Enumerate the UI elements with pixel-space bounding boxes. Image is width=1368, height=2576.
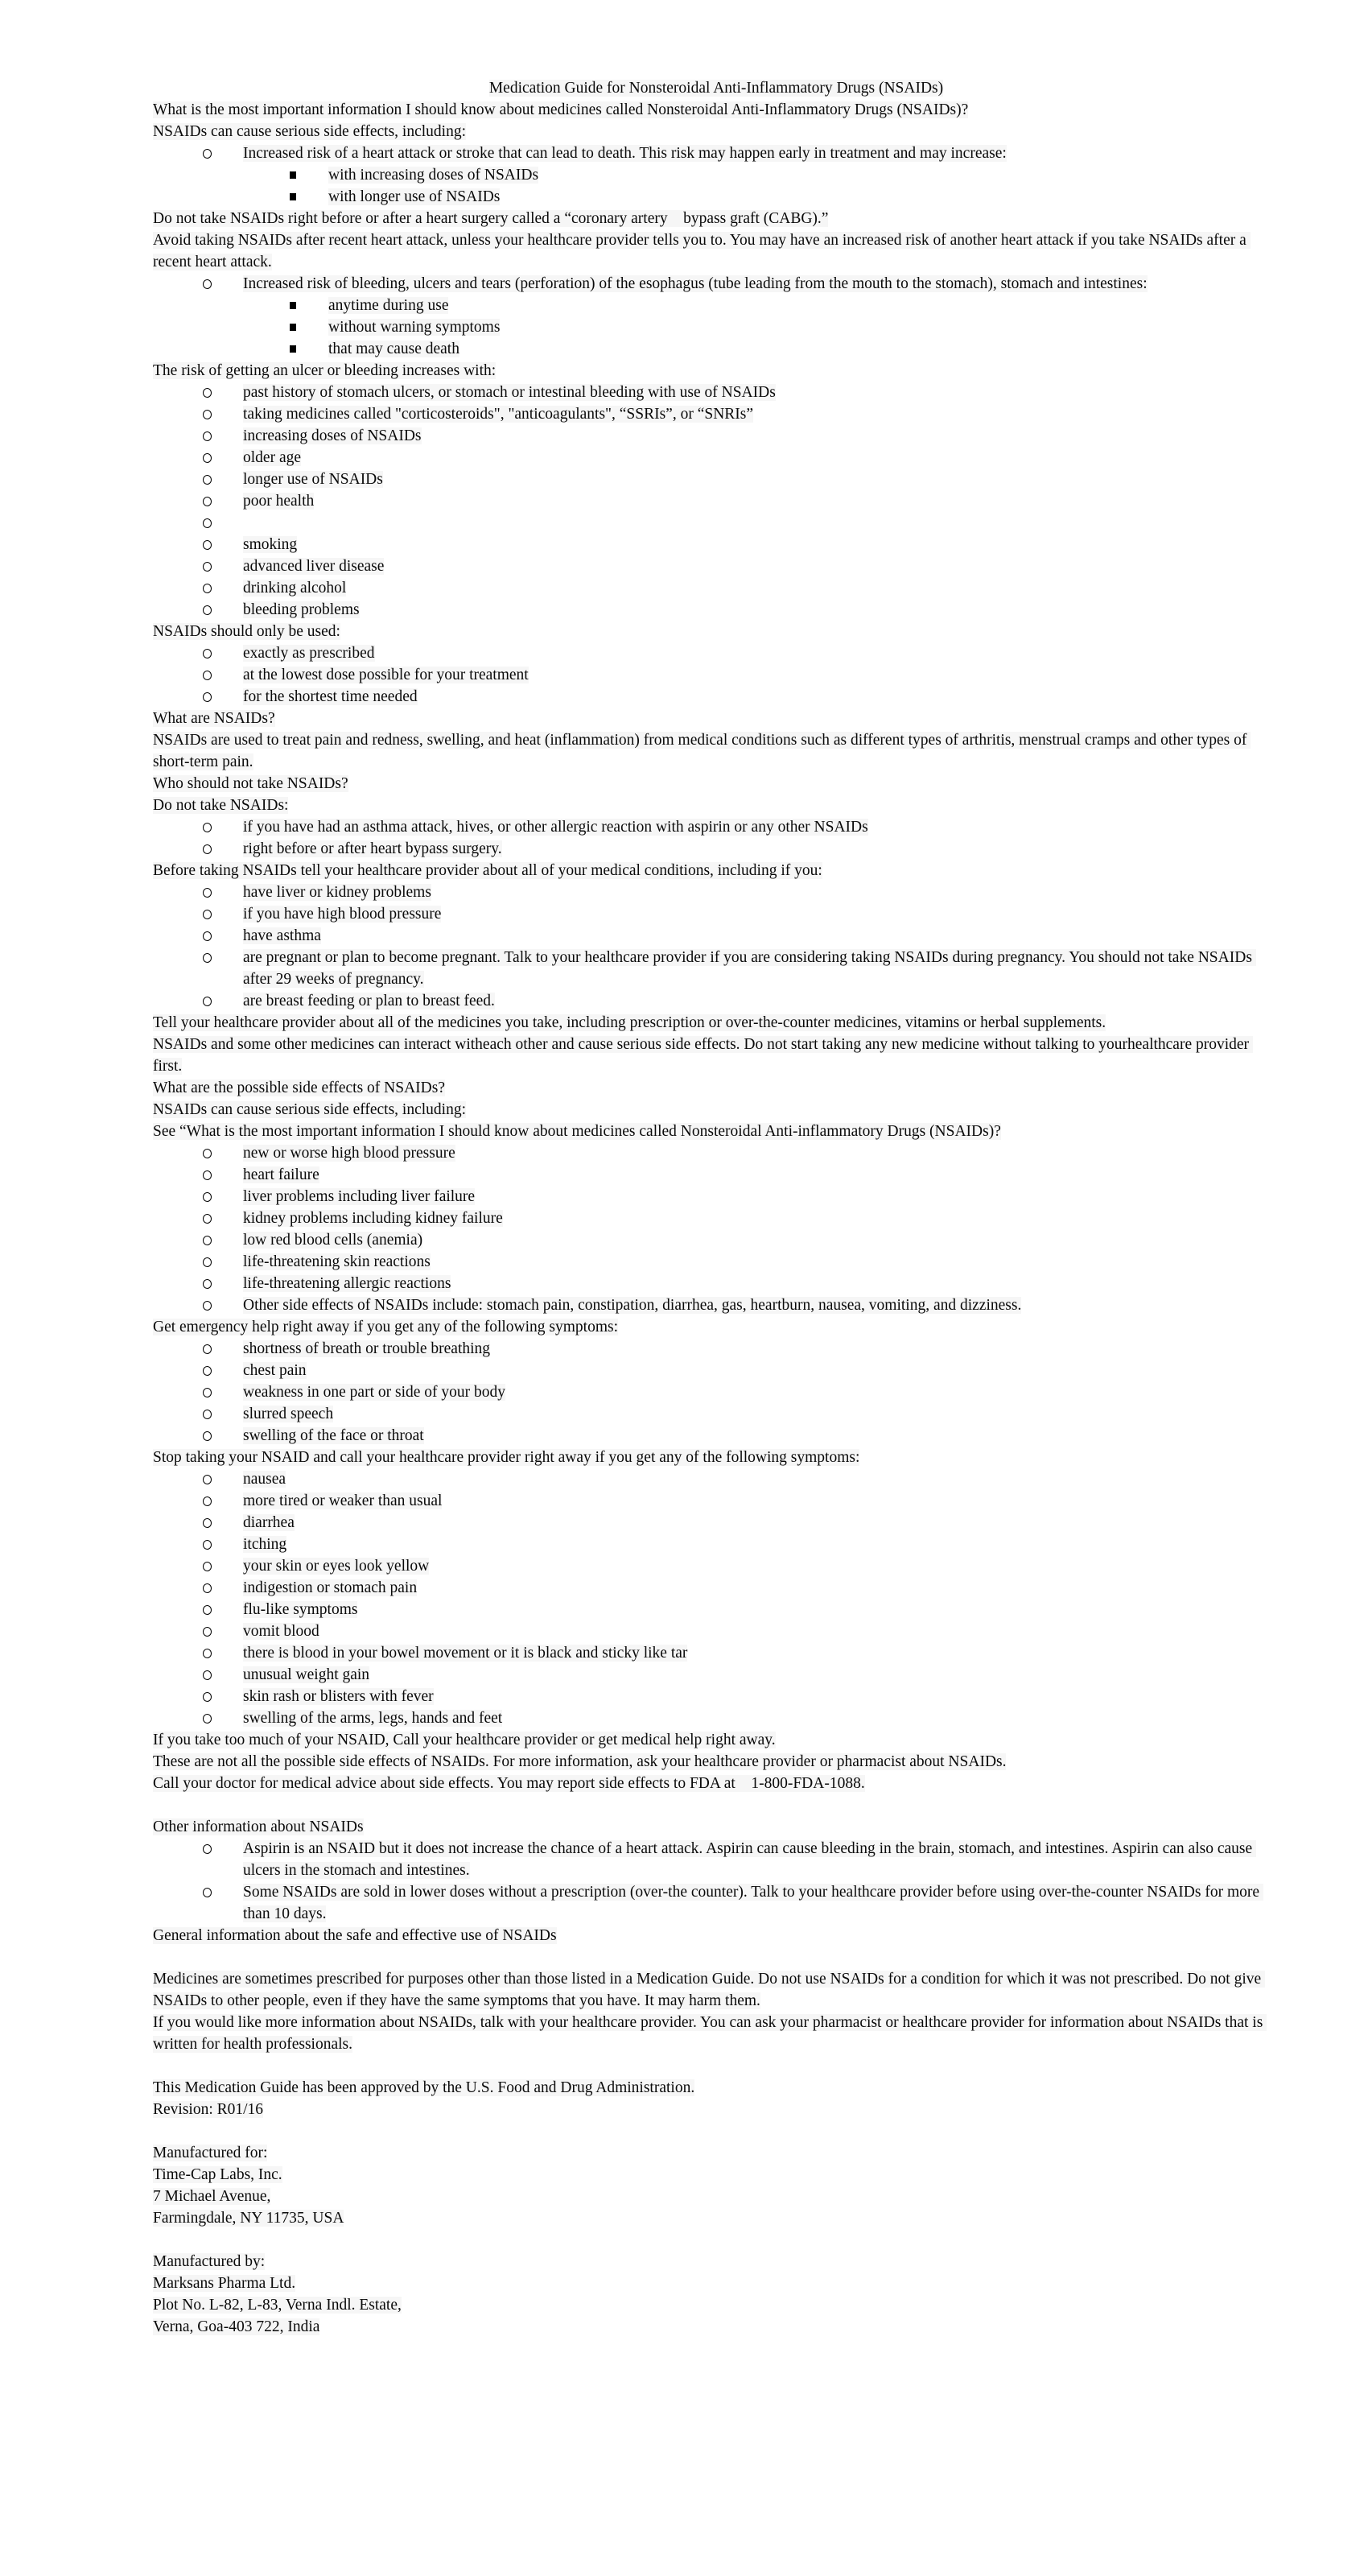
- list-item-l1: [153, 1599, 1279, 1620]
- list-item-text: smoking: [243, 536, 298, 553]
- list-item-l1: [153, 925, 1279, 947]
- blank-line: [153, 1946, 1279, 1968]
- list-item-text: that may cause death: [328, 341, 459, 357]
- square-bullet-icon: [290, 324, 296, 331]
- blank-line: [153, 2055, 1279, 2077]
- list-item-l1: [153, 1686, 1279, 1707]
- doc-title: [153, 77, 1279, 99]
- paragraph: [153, 1729, 1279, 1751]
- list-item-l1: [153, 1142, 1279, 1164]
- circle-bullet-icon: [203, 1214, 212, 1224]
- paragraph: [153, 2207, 1279, 2229]
- list-item-text: swelling of the face or throat: [243, 1427, 424, 1444]
- list-item-text: kidney problems including kidney failure: [243, 1210, 503, 1227]
- list-item-text: increasing doses of NSAIDs: [243, 427, 422, 444]
- list-item-text: indigestion or stomach pain: [243, 1579, 418, 1596]
- paragraph-text: Call your doctor for medical advice about side effects. You may report side effects to FDA at 1-800-FDA-1088.: [153, 1775, 865, 1792]
- square-bullet-icon: [290, 171, 296, 179]
- list-item-text: life-threatening allergic reactions: [243, 1275, 451, 1292]
- paragraph: [153, 1316, 1279, 1338]
- paragraph-text: Farmingdale, NY 11735, USA: [153, 2210, 344, 2227]
- paragraph: [153, 773, 1279, 795]
- circle-bullet-icon: [203, 1388, 212, 1397]
- list-item-l1: [153, 273, 1279, 295]
- list-item-l1: [153, 1490, 1279, 1512]
- paragraph-text: Revision: R01/16: [153, 2101, 264, 2118]
- list-item-l1: [153, 903, 1279, 925]
- list-item-text: exactly as prescribed: [243, 645, 375, 662]
- circle-bullet-icon: [203, 1844, 212, 1854]
- list-item-text: itching: [243, 1536, 287, 1553]
- list-item-l1: [153, 1620, 1279, 1642]
- paragraph-text: Do not take NSAIDs:: [153, 797, 289, 814]
- paragraph: [153, 121, 1279, 142]
- list-item-l1: [153, 1381, 1279, 1403]
- list-item-text: skin rash or blisters with fever: [243, 1688, 434, 1705]
- blank-line: [153, 1794, 1279, 1816]
- circle-bullet-icon: [203, 1410, 212, 1419]
- paragraph-text: Medicines are sometimes prescribed for purposes other than those listed in a Medication Guide. Do not use NSAIDs for a condition for which it was not prescribed. Do not give NSAIDs to other people, even if they have the same symptoms that you have. It may harm them.: [153, 1971, 1266, 2009]
- list-item-l1: [153, 1229, 1279, 1251]
- list-item-text: slurred speech: [243, 1406, 334, 1422]
- paragraph-text: NSAIDs should only be used:: [153, 623, 340, 640]
- paragraph: [153, 1077, 1279, 1099]
- list-item-l1: [153, 664, 1279, 686]
- paragraph: [153, 2099, 1279, 2120]
- list-item-l1: [153, 816, 1279, 838]
- paragraph-text: Time-Cap Labs, Inc.: [153, 2166, 282, 2183]
- paragraph-text: If you would like more information about NSAIDs, talk with your healthcare provider. You can ask your pharmacist or healthcare provider for information about NSAIDs that is written for health professionals.: [153, 2014, 1267, 2053]
- circle-bullet-icon: [203, 540, 212, 550]
- list-item-l1: [153, 881, 1279, 903]
- list-item-text: chest pain: [243, 1362, 307, 1379]
- paragraph: [153, 708, 1279, 729]
- list-item-text: swelling of the arms, legs, hands and feet: [243, 1710, 503, 1727]
- list-item-text: with increasing doses of NSAIDs: [328, 167, 539, 184]
- list-item-l2: [153, 316, 1279, 338]
- circle-bullet-icon: [203, 562, 212, 572]
- paragraph: [153, 99, 1279, 121]
- list-item-l1: [153, 642, 1279, 664]
- paragraph-text: Marksans Pharma Ltd.: [153, 2275, 296, 2292]
- circle-bullet-icon: [203, 1170, 212, 1180]
- list-item-text: Some NSAIDs are sold in lower doses without a prescription (over-the counter). Talk to your healthcare provider before using over-the-counter NSAIDs for more than 10 days.: [243, 1884, 1263, 1922]
- list-item-text: if you have high blood pressure: [243, 906, 442, 923]
- circle-bullet-icon: [203, 953, 212, 963]
- paragraph: [153, 2186, 1279, 2207]
- list-item-l1: [153, 1577, 1279, 1599]
- circle-bullet-icon: [203, 823, 212, 832]
- paragraph: [153, 208, 1279, 229]
- list-item-text: drinking alcohol: [243, 580, 347, 597]
- list-item-l1: [153, 838, 1279, 860]
- paragraph-text: NSAIDs can cause serious side effects, including:: [153, 123, 467, 140]
- paragraph-text: Before taking NSAIDs tell your healthcare provider about all of your medical conditions, including if you:: [153, 862, 822, 879]
- paragraph-text: Verna, Goa-403 722, India: [153, 2318, 320, 2335]
- paragraph: [153, 1773, 1279, 1794]
- list-item-l1: [153, 1425, 1279, 1447]
- circle-bullet-icon: [203, 1149, 212, 1158]
- circle-bullet-icon: [203, 844, 212, 854]
- list-item-text: older age: [243, 449, 302, 466]
- list-item-l1: [153, 490, 1279, 512]
- paragraph: [153, 2273, 1279, 2294]
- circle-bullet-icon: [203, 388, 212, 398]
- paragraph: [153, 729, 1279, 773]
- list-item-text: unusual weight gain: [243, 1666, 370, 1683]
- paragraph: [153, 1925, 1279, 1946]
- list-item-text: at the lowest dose possible for your treatment: [243, 667, 529, 683]
- paragraph: [153, 229, 1279, 273]
- paragraph: [153, 2294, 1279, 2316]
- list-item-text: have asthma: [243, 927, 321, 944]
- circle-bullet-icon: [203, 605, 212, 615]
- circle-bullet-icon: [203, 431, 212, 441]
- list-item-text: taking medicines called "corticosteroids", "anticoagulants", “SSRIs”, or “SNRIs”: [243, 406, 754, 423]
- list-item-l1: [153, 534, 1279, 555]
- paragraph-text: Avoid taking NSAIDs after recent heart attack, unless your healthcare provider tells you to. You may have an increased risk of another heart attack if you take NSAIDs after a recent heart attack.: [153, 232, 1251, 270]
- paragraph-text: NSAIDs are used to treat pain and redness, swelling, and heat (inflammation) from medical conditions such as different types of arthritis, menstrual cramps and other types of short-term pain.: [153, 732, 1251, 770]
- list-item-text: diarrhea: [243, 1514, 295, 1531]
- circle-bullet-icon: [203, 475, 212, 485]
- paragraph: [153, 1099, 1279, 1121]
- list-item-l1: [153, 1360, 1279, 1381]
- circle-bullet-icon: [203, 1888, 212, 1897]
- list-item-text: past history of stomach ulcers, or stomach or intestinal bleeding with use of NSAIDs: [243, 384, 776, 401]
- circle-bullet-icon: [203, 1714, 212, 1724]
- list-item-l1: [153, 1642, 1279, 1664]
- list-item-text: advanced liver disease: [243, 558, 385, 575]
- circle-bullet-icon: [203, 1475, 212, 1484]
- paragraph-text: NSAIDs can cause serious side effects, including:: [153, 1101, 467, 1118]
- list-item-l1: [153, 382, 1279, 403]
- list-item-l1: [153, 1251, 1279, 1273]
- circle-bullet-icon: [203, 497, 212, 506]
- paragraph-text: Manufactured for:: [153, 2145, 268, 2161]
- list-item-l1: [153, 1707, 1279, 1729]
- list-item-text: right before or after heart bypass surgery.: [243, 840, 502, 857]
- list-item-text: flu-like symptoms: [243, 1601, 358, 1618]
- list-item-text: more tired or weaker than usual: [243, 1492, 443, 1509]
- list-item-text: anytime during use: [328, 297, 449, 314]
- list-item-l1: [153, 990, 1279, 1012]
- list-item-text: bleeding problems: [243, 601, 360, 618]
- list-item-text: for the shortest time needed: [243, 688, 418, 705]
- circle-bullet-icon: [203, 1431, 212, 1441]
- paragraph-text: The risk of getting an ulcer or bleeding increases with:: [153, 362, 497, 379]
- circle-bullet-icon: [203, 518, 212, 528]
- paragraph: [153, 2012, 1279, 2055]
- list-item-text: shortness of breath or trouble breathing: [243, 1340, 491, 1357]
- paragraph: [153, 860, 1279, 881]
- paragraph: [153, 1034, 1279, 1077]
- circle-bullet-icon: [203, 1583, 212, 1593]
- list-item-l1: [153, 947, 1279, 990]
- circle-bullet-icon: [203, 410, 212, 419]
- paragraph-text: NSAIDs and some other medicines can interact witheach other and cause serious side effects. Do not start taking any new medicine without talking to yourhealthcare provider first.: [153, 1036, 1253, 1075]
- list-item-l1: [153, 142, 1279, 164]
- list-item-l2: [153, 164, 1279, 186]
- list-item-l1: [153, 1208, 1279, 1229]
- paragraph: [153, 2316, 1279, 2338]
- list-item-text: Other side effects of NSAIDs include: stomach pain, constipation, diarrhea, gas, heartburn, nausea, vomiting, and dizziness.: [243, 1297, 1022, 1314]
- list-item-text: your skin or eyes look yellow: [243, 1558, 430, 1575]
- list-item-l1: [153, 1468, 1279, 1490]
- circle-bullet-icon: [203, 1562, 212, 1571]
- list-item-l1: [153, 1838, 1279, 1881]
- list-item-text: weakness in one part or side of your body: [243, 1384, 506, 1401]
- circle-bullet-icon: [203, 1366, 212, 1376]
- blank-line: [153, 2229, 1279, 2251]
- paragraph: [153, 1751, 1279, 1773]
- list-item-l1: [153, 1555, 1279, 1577]
- square-bullet-icon: [290, 302, 296, 309]
- paragraph-text: Do not take NSAIDs right before or after a heart surgery called a “coronary artery bypass graft (CABG).”: [153, 210, 829, 227]
- square-bullet-icon: [290, 193, 296, 200]
- list-item-l1: [153, 1534, 1279, 1555]
- list-item-l2: [153, 338, 1279, 360]
- circle-bullet-icon: [203, 692, 212, 702]
- list-item-l1: [153, 447, 1279, 469]
- list-item-l1: [153, 1294, 1279, 1316]
- paragraph: [153, 2164, 1279, 2186]
- paragraph-text: Stop taking your NSAID and call your healthcare provider right away if you get any of the following symptoms:: [153, 1449, 860, 1466]
- list-item-text: poor health: [243, 493, 315, 510]
- circle-bullet-icon: [203, 1540, 212, 1550]
- list-item-text: vomit blood: [243, 1623, 319, 1640]
- circle-bullet-icon: [203, 1344, 212, 1354]
- list-item-l1: [153, 555, 1279, 577]
- list-item-text: life-threatening skin reactions: [243, 1253, 431, 1270]
- circle-bullet-icon: [203, 671, 212, 680]
- circle-bullet-icon: [203, 931, 212, 941]
- square-bullet-icon: [290, 345, 296, 353]
- paragraph-text: Plot No. L-82, L-83, Verna Indl. Estate,: [153, 2297, 402, 2314]
- list-item-text: are pregnant or plan to become pregnant. Talk to your healthcare provider if you are considering taking NSAIDs during pregnancy. You should not take NSAIDs after 29 weeks of pregnancy.: [243, 949, 1256, 988]
- list-item-l1: [153, 1186, 1279, 1208]
- list-item-l1: [153, 512, 1279, 534]
- list-item-l1: [153, 686, 1279, 708]
- circle-bullet-icon: [203, 1605, 212, 1615]
- list-item-l1: [153, 469, 1279, 490]
- list-item-text: low red blood cells (anemia): [243, 1232, 423, 1249]
- paragraph: [153, 2142, 1279, 2164]
- circle-bullet-icon: [203, 584, 212, 593]
- paragraph: [153, 2077, 1279, 2099]
- circle-bullet-icon: [203, 997, 212, 1006]
- circle-bullet-icon: [203, 888, 212, 898]
- paragraph: [153, 1816, 1279, 1838]
- list-item-l2: [153, 186, 1279, 208]
- circle-bullet-icon: [203, 910, 212, 919]
- list-item-l2: [153, 295, 1279, 316]
- paragraph: [153, 2251, 1279, 2273]
- paragraph-text: What are the possible side effects of NSAIDs?: [153, 1080, 445, 1096]
- paragraph-text: This Medication Guide has been approved by the U.S. Food and Drug Administration.: [153, 2079, 695, 2096]
- paragraph: [153, 795, 1279, 816]
- list-item-text: there is blood in your bowel movement or it is black and sticky like tar: [243, 1645, 688, 1662]
- circle-bullet-icon: [203, 1649, 212, 1658]
- circle-bullet-icon: [203, 1257, 212, 1267]
- paragraph-text: These are not all the possible side effects of NSAIDs. For more information, ask your healthcare provider or pharmacist about NSAIDs.: [153, 1753, 1007, 1770]
- circle-bullet-icon: [203, 149, 212, 159]
- paragraph: [153, 1121, 1279, 1142]
- list-item-text: heart failure: [243, 1166, 319, 1183]
- paragraph: [153, 360, 1279, 382]
- list-item-l1: [153, 1881, 1279, 1925]
- paragraph-text: If you take too much of your NSAID, Call your healthcare provider or get medical help right away.: [153, 1732, 776, 1748]
- list-item-l1: [153, 425, 1279, 447]
- list-item-text: are breast feeding or plan to breast feed.: [243, 993, 495, 1009]
- paragraph-text: Get emergency help right away if you get any of the following symptoms:: [153, 1319, 619, 1335]
- paragraph: [153, 1968, 1279, 2012]
- list-item-l1: [153, 1512, 1279, 1534]
- circle-bullet-icon: [203, 279, 212, 289]
- circle-bullet-icon: [203, 1236, 212, 1245]
- list-item-text: Aspirin is an NSAID but it does not increase the chance of a heart attack. Aspirin can cause bleeding in the brain, stomach, and intestines. Aspirin can also cause ulcers in the stomach and intestines.: [243, 1840, 1257, 1879]
- paragraph-text: What are NSAIDs?: [153, 710, 275, 727]
- list-item-text: Increased risk of bleeding, ulcers and tears (perforation) of the esophagus (tube leading from the mouth to the stomach), stomach and intestines:: [243, 275, 1148, 292]
- doc-title-text: Medication Guide for Nonsteroidal Anti-Inflammatory Drugs (NSAIDs): [488, 80, 944, 97]
- document-body: [153, 77, 1279, 2338]
- circle-bullet-icon: [203, 1301, 212, 1311]
- paragraph: [153, 621, 1279, 642]
- list-item-l1: [153, 1273, 1279, 1294]
- paragraph-text: Tell your healthcare provider about all of the medicines you take, including prescription or over-the-counter medicines, vitamins or herbal supplements.: [153, 1014, 1106, 1031]
- list-item-l1: [153, 1164, 1279, 1186]
- list-item-l1: [153, 1664, 1279, 1686]
- list-item-text: liver problems including liver failure: [243, 1188, 476, 1205]
- list-item-l1: [153, 1338, 1279, 1360]
- paragraph-text: 7 Michael Avenue,: [153, 2188, 271, 2205]
- list-item-l1: [153, 403, 1279, 425]
- circle-bullet-icon: [203, 453, 212, 463]
- paragraph-text: What is the most important information I should know about medicines called Nonsteroidal Anti-Inflammatory Drugs (NSAIDs)?: [153, 101, 969, 118]
- circle-bullet-icon: [203, 1692, 212, 1702]
- paragraph: [153, 1447, 1279, 1468]
- list-item-text: if you have had an asthma attack, hives, or other allergic reaction with aspirin or any other NSAIDs: [243, 819, 868, 836]
- list-item-text: new or worse high blood pressure: [243, 1145, 455, 1162]
- circle-bullet-icon: [203, 1192, 212, 1202]
- list-item-l1: [153, 577, 1279, 599]
- circle-bullet-icon: [203, 1518, 212, 1528]
- circle-bullet-icon: [203, 1627, 212, 1637]
- list-item-l1: [153, 599, 1279, 621]
- circle-bullet-icon: [203, 1496, 212, 1506]
- paragraph-text: General information about the safe and effective use of NSAIDs: [153, 1927, 557, 1944]
- blank-line: [153, 2120, 1279, 2142]
- paragraph-text: See “What is the most important information I should know about medicines called Nonsteroidal Anti-inflammatory Drugs (NSAIDs)?: [153, 1123, 1001, 1140]
- list-item-text: without warning symptoms: [328, 319, 501, 336]
- paragraph-text: Other information about NSAIDs: [153, 1818, 364, 1835]
- circle-bullet-icon: [203, 1670, 212, 1680]
- list-item-text: have liver or kidney problems: [243, 884, 431, 901]
- list-item-l1: [153, 1403, 1279, 1425]
- list-item-text: nausea: [243, 1471, 286, 1488]
- circle-bullet-icon: [203, 1279, 212, 1289]
- paragraph-text: Manufactured by:: [153, 2253, 266, 2270]
- paragraph: [153, 1012, 1279, 1034]
- paragraph-text: Who should not take NSAIDs?: [153, 775, 348, 792]
- list-item-text: with longer use of NSAIDs: [328, 188, 501, 205]
- list-item-text: longer use of NSAIDs: [243, 471, 383, 488]
- list-item-text: Increased risk of a heart attack or stroke that can lead to death. This risk may happen early in treatment and may increase:: [243, 145, 1007, 162]
- circle-bullet-icon: [203, 649, 212, 658]
